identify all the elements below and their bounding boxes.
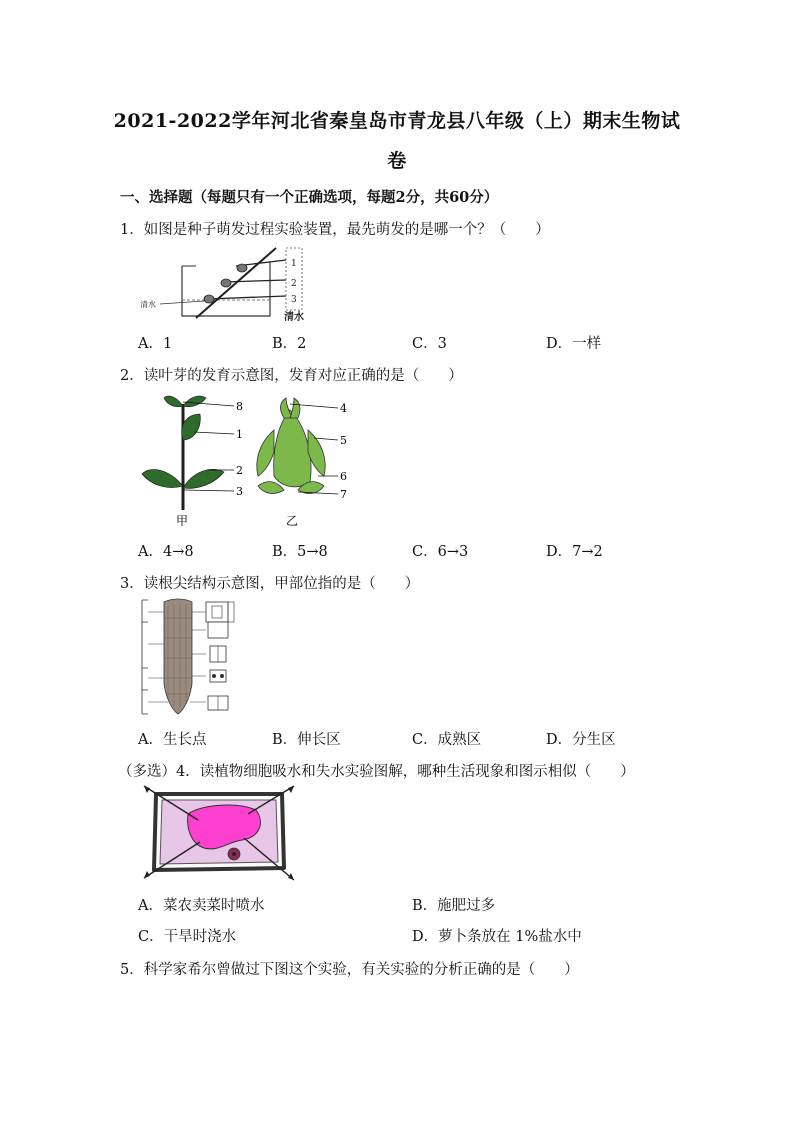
exam-title-line2: 卷 [387, 150, 407, 172]
q2-label-yi: 乙 [286, 514, 299, 528]
q2-label-jia: 甲 [176, 514, 189, 528]
exam-title-line1: 2021-2022学年河北省秦皇岛市青龙县八年级（上）期末生物试 [113, 110, 681, 132]
plant-cell-figure [138, 784, 298, 884]
q2-option-b[interactable]: B．5→8 [272, 544, 328, 560]
question-4-stem: （多选）4．读植物细胞吸水和失水实验图解，哪种生活现象和图示相似（ ） [118, 764, 635, 780]
q4-option-a[interactable]: A．菜农卖菜时喷水 [138, 898, 265, 914]
q2-label-7: 7 [340, 488, 347, 501]
q3-option-b[interactable]: B．伸长区 [272, 732, 341, 748]
q1-option-a[interactable]: A．1 [138, 336, 173, 352]
q2-option-c[interactable]: C．6→3 [412, 544, 469, 560]
q1-label-water-right: 清水 [284, 312, 304, 322]
q4-option-c[interactable]: C．干旱时浇水 [138, 929, 237, 945]
question-3-stem: 3．读根尖结构示意图，甲部位指的是（ ） [120, 576, 420, 592]
q1-option-c[interactable]: C．3 [412, 336, 447, 352]
q3-option-d[interactable]: D．分生区 [546, 732, 616, 748]
leaf-bud-figure [138, 390, 358, 530]
q4-option-b[interactable]: B．施肥过多 [412, 898, 496, 914]
question-1-stem: 1．如图是种子萌发过程实验装置，最先萌发的是哪一个？（ ） [120, 222, 550, 238]
seed-germination-figure [138, 244, 318, 322]
q1-label-3: 3 [291, 295, 297, 305]
q4-option-d[interactable]: D．萝卜条放在 1%盐水中 [412, 929, 582, 945]
q3-option-a[interactable]: A．生长点 [138, 732, 207, 748]
q2-label-4: 4 [340, 402, 347, 415]
section-heading: 一、选择题（每题只有一个正确选项，每题2分，共60分） [120, 189, 499, 206]
q1-option-b[interactable]: B．2 [272, 336, 307, 352]
q3-option-c[interactable]: C．成熟区 [412, 732, 482, 748]
q1-label-2: 2 [291, 279, 297, 289]
question-2-stem: 2．读叶芽的发育示意图，发育对应正确的是（ ） [120, 368, 463, 384]
q2-option-a[interactable]: A．4→8 [138, 544, 194, 560]
q2-option-d[interactable]: D．7→2 [546, 544, 603, 560]
question-5-stem: 5．科学家希尔曾做过下图这个实验，有关实验的分析正确的是（ ） [120, 962, 579, 978]
q2-label-8: 8 [236, 400, 243, 413]
q2-label-6: 6 [340, 470, 347, 483]
q2-label-1: 1 [236, 428, 243, 441]
q2-label-3: 3 [236, 485, 243, 498]
root-tip-figure [138, 598, 238, 718]
q1-label-water-left: 清水 [140, 300, 156, 309]
q1-label-1: 1 [291, 259, 297, 269]
q1-option-d[interactable]: D．一样 [546, 336, 602, 352]
q2-label-5: 5 [340, 434, 347, 447]
q2-label-2: 2 [236, 464, 243, 477]
